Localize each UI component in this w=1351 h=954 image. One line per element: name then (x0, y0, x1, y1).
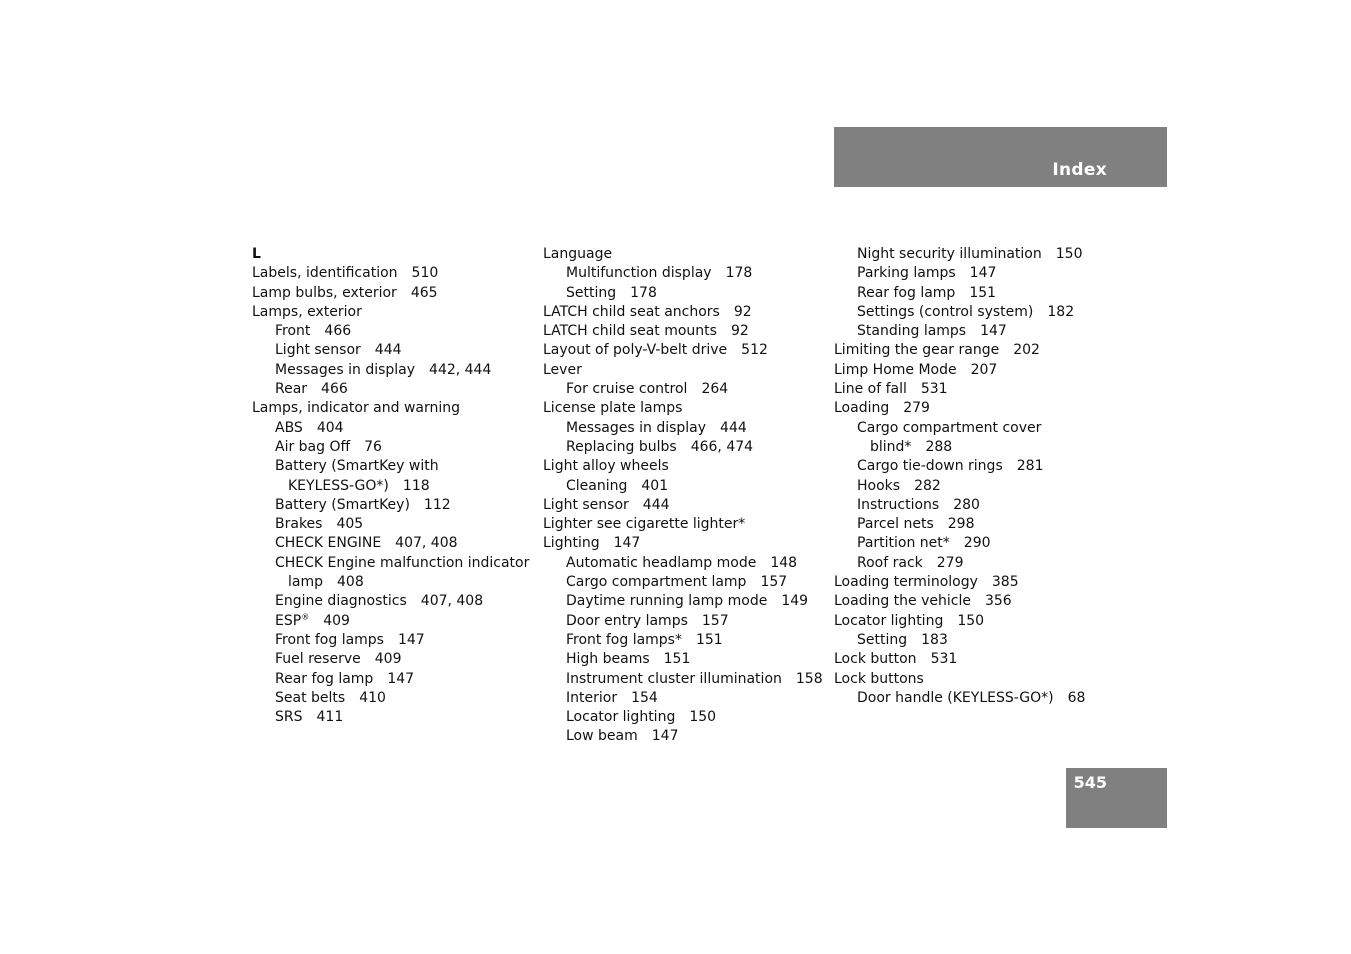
entry-page-ref: 202 (1013, 342, 1040, 359)
entry-term: Locator lighting (834, 612, 944, 629)
entry-page-ref: 531 (920, 381, 948, 398)
index-entry (834, 573, 1114, 592)
entry-page-ref: 76 (364, 438, 382, 455)
entry-page-ref: 150 (1055, 246, 1083, 262)
index-entry (543, 322, 823, 341)
index-entry (834, 631, 1114, 650)
entry-page-ref: 407, 408 (395, 535, 458, 552)
index-entry (543, 245, 823, 264)
entry-term: Battery (SmartKey with (275, 458, 439, 475)
index-entry (834, 612, 1114, 631)
entry-term: Lighting (543, 535, 600, 552)
index-entry (543, 534, 823, 553)
entry-page-ref: 409 (323, 612, 350, 629)
index-entry (252, 689, 532, 708)
index-letter-heading (252, 245, 532, 264)
index-entry (252, 322, 532, 341)
header-bar (834, 127, 1167, 187)
index-entry (252, 264, 532, 283)
entry-term: Lamp bulbs, exterior (252, 284, 397, 301)
entry-term: Roof rack (857, 554, 923, 571)
index-entry (834, 670, 1114, 689)
index-entry (252, 612, 532, 631)
index-entry (252, 515, 532, 534)
index-entry (543, 727, 823, 746)
entry-term: For cruise control (566, 381, 688, 398)
index-entry (834, 438, 1114, 457)
index-entry (543, 419, 823, 438)
entry-page-ref: 408 (337, 574, 364, 591)
index-entry (543, 361, 823, 380)
entry-page-ref: 92 (733, 303, 752, 320)
entry-page-ref: 151 (695, 631, 723, 648)
entry-page-ref: 279 (903, 400, 930, 417)
entry-page-ref: 178 (725, 265, 753, 282)
index-entry (543, 670, 823, 689)
entry-page-ref: 183 (921, 631, 948, 648)
index-entry (543, 496, 823, 515)
entry-term: Hooks (857, 477, 901, 494)
index-entry (252, 573, 532, 592)
index-entry (252, 303, 532, 322)
entry-term: ABS (275, 419, 303, 436)
entry-term: Lighter see cigarette lighter* (543, 516, 746, 533)
entry-term: Lock button (834, 651, 917, 668)
entry-term: Messages in display (275, 361, 416, 378)
index-entry (543, 341, 823, 360)
entry-term: Labels, identification (252, 265, 398, 282)
index-entry (252, 534, 532, 553)
entry-page-ref: 466 (321, 381, 348, 398)
index-entry (834, 380, 1114, 399)
index-entry (834, 419, 1114, 438)
entry-page-ref: 207 (970, 361, 998, 378)
index-entry (834, 284, 1114, 303)
entry-term: Standing lamps (857, 323, 967, 340)
entry-page-ref: 401 (641, 477, 669, 494)
entry-term: Lever (543, 361, 582, 378)
index-entry (252, 496, 532, 515)
entry-term: CHECK Engine malfunction indicator (275, 554, 530, 571)
entry-term: Replacing bulbs (566, 438, 677, 455)
entry-page-ref: 154 (631, 689, 658, 706)
entry-term: Lamps, indicator and warning (252, 400, 461, 417)
entry-term: Lamps, exterior (252, 303, 362, 320)
entry-term: Multifunction display (566, 265, 712, 282)
index-entry (834, 399, 1114, 418)
index-entry (252, 438, 532, 457)
entry-term: Air bag Off (275, 438, 351, 455)
entry-page-ref: 157 (701, 612, 729, 629)
entry-term: Instrument cluster illumination (566, 670, 782, 687)
entry-page-ref: 444 (374, 342, 402, 359)
entry-term: Parking lamps (857, 265, 956, 282)
index-entry (834, 322, 1114, 341)
entry-page-ref: 410 (359, 689, 386, 706)
index-entry (543, 438, 823, 457)
entry-page-ref: 264 (701, 381, 729, 398)
entry-term: Parcel nets (857, 516, 934, 533)
index-entry (252, 650, 532, 669)
entry-page-ref: 444 (642, 496, 670, 513)
entry-term: Setting (857, 631, 908, 648)
entry-term: blind* (870, 438, 912, 455)
entry-term: Door entry lamps (566, 612, 688, 629)
entry-page-ref: 411 (316, 709, 344, 726)
entry-page-ref: 404 (316, 419, 344, 436)
entry-term: Lock buttons (834, 670, 924, 687)
index-entry (543, 592, 823, 611)
entry-term: Messages in display (566, 419, 707, 436)
index-entry (543, 573, 823, 592)
index-entry (252, 341, 532, 360)
index-column-3 (834, 245, 1114, 708)
entry-page-ref: 466 (324, 323, 352, 340)
entry-term: Brakes (275, 516, 323, 533)
index-column-2 (543, 245, 823, 747)
entry-page-ref: 356 (984, 593, 1012, 610)
entry-term: Settings (control system) (857, 303, 1034, 320)
entry-term: Light alloy wheels (543, 458, 669, 475)
entry-page-ref: 298 (947, 516, 975, 533)
index-entry (252, 380, 532, 399)
index-entry (252, 361, 532, 380)
entry-page-ref: 409 (374, 651, 402, 668)
entry-page-ref: 531 (930, 651, 958, 668)
entry-term: SRS (275, 709, 303, 726)
entry-term: Seat belts (275, 689, 346, 706)
entry-term: CHECK ENGINE (275, 535, 382, 552)
index-entry (543, 284, 823, 303)
entry-term: Loading the vehicle (834, 593, 971, 610)
entry-term: Line of fall (834, 381, 907, 398)
entry-term: Setting (566, 284, 617, 301)
index-entry (252, 670, 532, 689)
index-entry (834, 264, 1114, 283)
entry-term: Cargo compartment cover (857, 419, 1042, 436)
index-entry (543, 457, 823, 476)
index-entry (834, 515, 1114, 534)
entry-term: Language (543, 246, 613, 262)
page-number: 545 (1073, 773, 1107, 792)
entry-page-ref: 148 (770, 554, 798, 571)
entry-page-ref: 288 (925, 438, 953, 455)
index-entry (543, 708, 823, 727)
index-entry (834, 457, 1114, 476)
index-entry (252, 592, 532, 611)
entry-term: KEYLESS-GO*) (288, 477, 389, 494)
entry-page-ref: 92 (730, 323, 749, 340)
entry-page-ref: 512 (741, 342, 768, 359)
entry-term: Engine diagnostics (275, 593, 407, 610)
index-entry (834, 341, 1114, 360)
index-entry (252, 284, 532, 303)
entry-term: ESP (275, 612, 302, 629)
index-column-1 (252, 245, 532, 727)
index-entry (543, 650, 823, 669)
entry-term: Cleaning (566, 477, 628, 494)
index-entry (543, 399, 823, 418)
entry-term: Front (275, 323, 311, 340)
entry-page-ref: 68 (1067, 689, 1086, 706)
entry-term: Loading terminology (834, 574, 978, 591)
index-entry (834, 496, 1114, 515)
index-entry (543, 477, 823, 496)
entry-term: Light sensor (543, 496, 629, 513)
entry-term: Locator lighting (566, 709, 676, 726)
entry-term: Cargo compartment lamp (566, 574, 747, 591)
entry-page-ref: 157 (760, 574, 788, 591)
entry-page-ref: 118 (402, 477, 430, 494)
index-entry (834, 303, 1114, 322)
entry-term: Instructions (857, 496, 940, 513)
entry-page-ref: 147 (397, 631, 425, 648)
index-entry (252, 554, 532, 573)
entry-term: Daytime running lamp mode (566, 593, 768, 610)
index-entry (543, 612, 823, 631)
entry-term: Layout of poly-V-belt drive (543, 342, 728, 359)
entry-term: Automatic headlamp mode (566, 554, 757, 571)
entry-page-ref: 442, 444 (429, 361, 492, 378)
index-entry (543, 264, 823, 283)
entry-page-ref: 407, 408 (420, 593, 484, 610)
entry-term: Door handle (KEYLESS-GO*) (857, 689, 1054, 706)
entry-term: Loading (834, 400, 890, 417)
entry-term: Low beam (566, 728, 638, 745)
index-entry (252, 457, 532, 476)
index-entry (834, 361, 1114, 380)
entry-term: License plate lamps (543, 400, 683, 417)
entry-page-ref: 466, 474 (690, 438, 754, 455)
index-entry (834, 534, 1114, 553)
entry-term: Partition net* (857, 535, 950, 552)
entry-term: lamp (288, 574, 323, 591)
index-entry (543, 515, 823, 534)
index-entry (543, 303, 823, 322)
entry-term: Limiting the gear range (834, 342, 1000, 359)
entry-page-ref: 465 (410, 284, 438, 301)
entry-page-ref: 147 (980, 323, 1007, 340)
entry-term: LATCH child seat anchors (543, 303, 720, 320)
index-entry (834, 477, 1114, 496)
entry-term: L (252, 246, 261, 262)
entry-page-ref: 112 (423, 496, 451, 513)
index-entry (252, 419, 532, 438)
index-entry (834, 689, 1114, 708)
entry-term: Rear fog lamp (857, 284, 956, 301)
entry-term: Front fog lamps (275, 631, 384, 648)
page-number-box (1066, 768, 1167, 828)
entry-page-ref: 178 (630, 284, 657, 301)
entry-page-ref: 149 (781, 593, 809, 610)
entry-page-ref: 290 (963, 535, 991, 552)
entry-page-ref: 385 (991, 574, 1019, 591)
entry-page-ref: 158 (795, 670, 823, 687)
section-title: Index (1052, 160, 1107, 180)
index-entry (543, 689, 823, 708)
entry-term: Rear (275, 381, 308, 398)
entry-page-ref: 151 (969, 284, 997, 301)
entry-page-ref: 147 (387, 670, 415, 687)
entry-page-ref: 405 (336, 516, 364, 533)
registered-mark: ® (301, 611, 310, 621)
entry-term: Rear fog lamp (275, 670, 374, 687)
entry-page-ref: 150 (957, 612, 985, 629)
entry-term: Limp Home Mode (834, 361, 957, 378)
entry-term: Light sensor (275, 342, 361, 359)
entry-page-ref: 444 (720, 419, 747, 436)
entry-term: Fuel reserve (275, 651, 361, 668)
index-entry (252, 708, 532, 727)
entry-page-ref: 147 (651, 728, 679, 745)
entry-term: Interior (566, 689, 618, 706)
index-entry (834, 245, 1114, 264)
entry-page-ref: 282 (914, 477, 941, 494)
index-entry (834, 650, 1114, 669)
index-entry (543, 380, 823, 399)
entry-term: LATCH child seat mounts (543, 323, 717, 340)
index-entry (252, 399, 532, 418)
entry-page-ref: 150 (689, 709, 717, 726)
index-entry (543, 631, 823, 650)
entry-page-ref: 280 (953, 496, 980, 513)
entry-page-ref: 151 (663, 651, 691, 668)
entry-page-ref: 279 (936, 554, 964, 571)
entry-term: High beams (566, 651, 650, 668)
entry-page-ref: 510 (411, 265, 439, 282)
entry-term: Battery (SmartKey) (275, 496, 410, 513)
entry-term: Cargo tie-down rings (857, 458, 1003, 475)
entry-page-ref: 182 (1047, 303, 1075, 320)
index-entry (834, 592, 1114, 611)
index-entry (252, 477, 532, 496)
entry-term: Night security illumination (857, 246, 1042, 262)
index-entry (834, 554, 1114, 573)
entry-page-ref: 147 (969, 265, 997, 282)
entry-term: Front fog lamps* (566, 631, 682, 648)
index-entry (252, 631, 532, 650)
index-entry (543, 554, 823, 573)
entry-page-ref: 147 (613, 535, 641, 552)
entry-page-ref: 281 (1016, 458, 1044, 475)
